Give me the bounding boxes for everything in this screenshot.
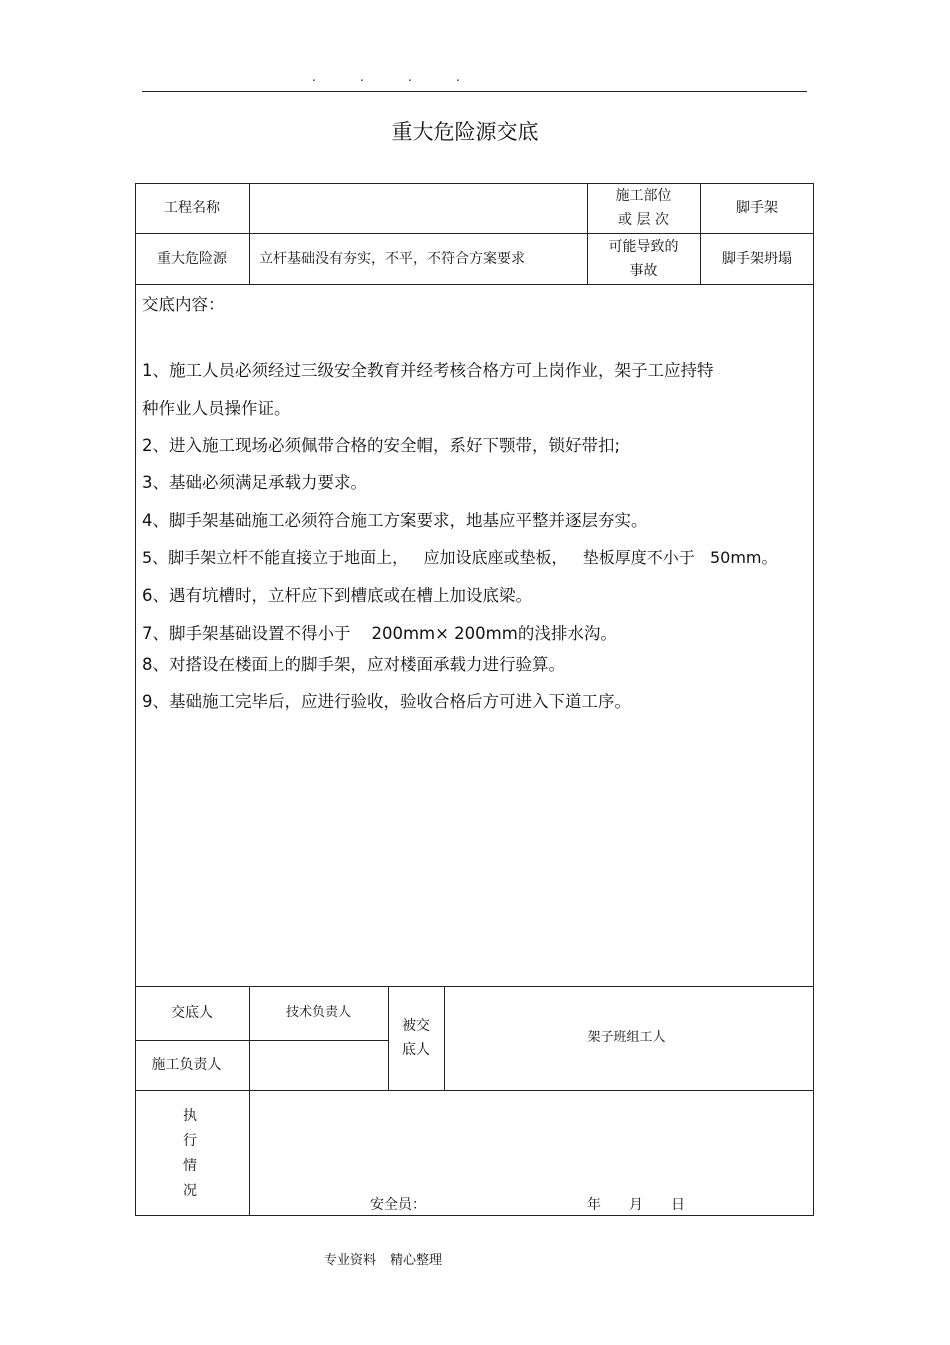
footer-right: 精心整理 — [390, 1253, 443, 1268]
accident-label-line2: 事故 — [629, 262, 658, 279]
content-line: 3、基础必须满足承载力要求。 — [142, 473, 367, 492]
col-divider — [249, 1090, 250, 1216]
location-label-line1: 施工部位 — [615, 188, 672, 204]
location-label — [587, 183, 700, 233]
date-month: 月 — [629, 1197, 643, 1213]
location-value: 脚手架 — [736, 200, 778, 216]
content-line: 6、遇有坑槽时，立杆应下到槽底或在槽上加设底梁。 — [142, 586, 532, 605]
receiver-label-line2: 底人 — [402, 1042, 430, 1058]
hazard-value: 立杆基础没有夯实，不平，不符合方案要求 — [259, 250, 525, 267]
accident-label — [587, 233, 700, 284]
giver-label: 交底人 — [171, 1005, 213, 1021]
receiver-label-line1: 被交 — [402, 1018, 430, 1034]
header-dot: . — [312, 70, 316, 84]
accident-value: 脚手架坍塌 — [722, 250, 792, 267]
content-line: 4、脚手架基础施工必须符合施工方案要求，地基应平整并逐层夯实。 — [142, 511, 648, 530]
date-day: 日 — [671, 1197, 685, 1213]
row-divider — [135, 1090, 814, 1091]
content-line: 9、基础施工完毕后，应进行验收，验收合格后方可进入下道工序。 — [142, 692, 631, 711]
header-dot: . — [456, 70, 460, 84]
execution-char: 执 — [183, 1108, 197, 1124]
execution-char: 情 — [183, 1158, 197, 1174]
page-footer — [324, 1249, 456, 1268]
header-dot: . — [360, 70, 364, 84]
project-name-value — [249, 183, 587, 233]
row-divider — [135, 284, 814, 285]
header-rule — [142, 91, 807, 92]
content-line: 5、脚手架立杆不能直接立于地面上， 应加设底座或垫板， 垫板厚度不小于 50mm。 — [142, 548, 778, 567]
accident-label-line1: 可能导致的 — [608, 238, 679, 255]
safety-officer-label: 安全员： — [370, 1197, 426, 1213]
tech-lead-label: 技术负责人 — [285, 1005, 351, 1020]
execution-char: 行 — [183, 1133, 197, 1149]
header-dot: . — [408, 70, 412, 84]
receiver-label — [388, 986, 444, 1090]
content-line: 8、对搭设在楼面上的脚手架，应对楼面承载力进行验算。 — [142, 655, 565, 674]
location-label-line2: 或 层 次 — [618, 212, 669, 228]
content-line: 7、脚手架基础设置不得小于 200mm× 200mm的浅排水沟。 — [142, 624, 617, 643]
date-year: 年 — [587, 1197, 601, 1213]
content-line: 2、进入施工现场必须佩带合格的安全帽，系好下颚带，锁好带扣; — [142, 436, 621, 455]
footer-left: 专业资料 — [324, 1253, 377, 1268]
execution-label — [135, 1104, 245, 1204]
content-heading: 交底内容： — [142, 295, 225, 314]
content-line: 种作业人员操作证。 — [142, 399, 291, 418]
project-name-label: 工程名称 — [164, 200, 220, 216]
page-title: 重大危险源交底 — [391, 120, 539, 144]
hazard-label: 重大危险源 — [157, 250, 227, 267]
execution-char: 况 — [183, 1183, 197, 1199]
construction-lead-label: 施工负责人 — [151, 1057, 222, 1073]
content-line: 1、施工人员必须经过三级安全教育并经考核合格方可上岗作业，架子工应持特 — [142, 361, 714, 380]
header-dots — [312, 70, 504, 84]
receiver-value: 架子班组工人 — [587, 1030, 666, 1045]
